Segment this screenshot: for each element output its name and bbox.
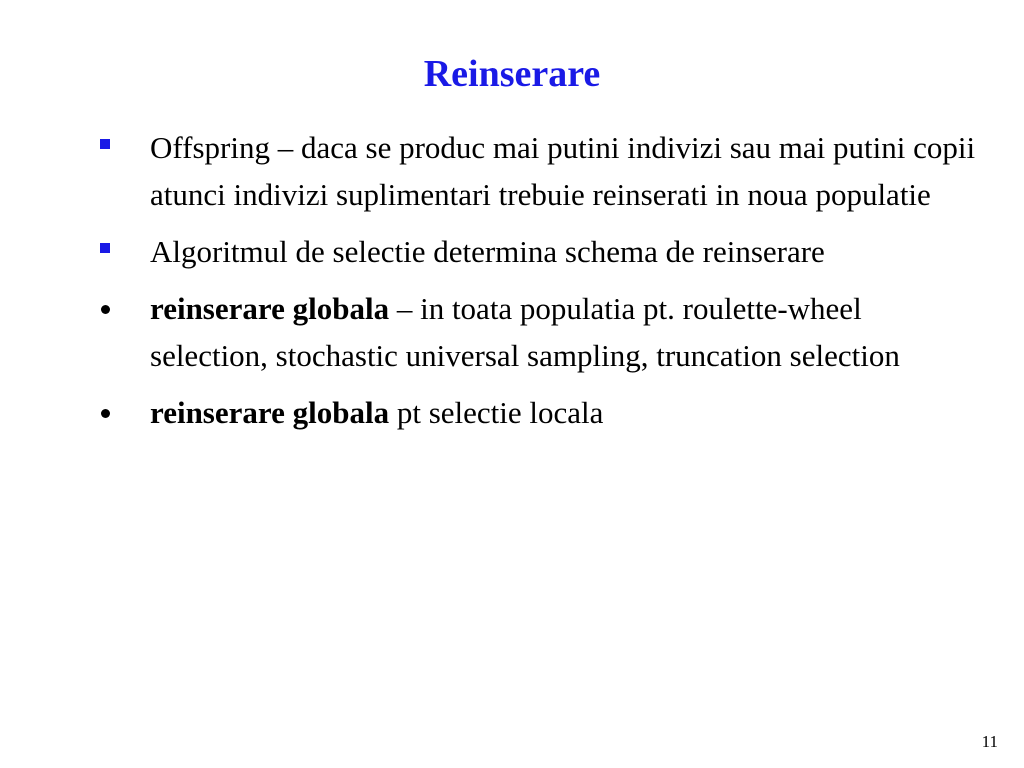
- dot-bullet-icon: [98, 285, 128, 332]
- dot-bullet-icon: [98, 389, 128, 436]
- list-item: [98, 285, 978, 379]
- page-number: 11: [981, 732, 998, 751]
- bullet-bold-term: reinserare globala: [150, 291, 390, 326]
- bullet-bold-term: reinserare globala: [150, 395, 390, 430]
- slide-title: Reinserare: [423, 53, 601, 95]
- bullet-text: pt selectie locala: [389, 395, 604, 430]
- square-bullet-icon: [98, 124, 128, 171]
- bullet-text: Algoritmul de selectie determina schema de reinserare: [150, 234, 825, 269]
- bullet-text: – in toata populatia pt. roulette-wheel selection, stochastic universal sampling, truncation selection: [150, 291, 900, 373]
- list-item: [98, 228, 978, 275]
- list-item: [98, 389, 978, 436]
- bullet-list: [98, 124, 978, 446]
- square-bullet-icon: [98, 228, 128, 275]
- list-item: [98, 124, 978, 218]
- bullet-text: Offspring – daca se produc mai putini indivizi sau mai putini copii atunci indivizi suplimentari trebuie reinserati in noua populatie: [150, 130, 976, 212]
